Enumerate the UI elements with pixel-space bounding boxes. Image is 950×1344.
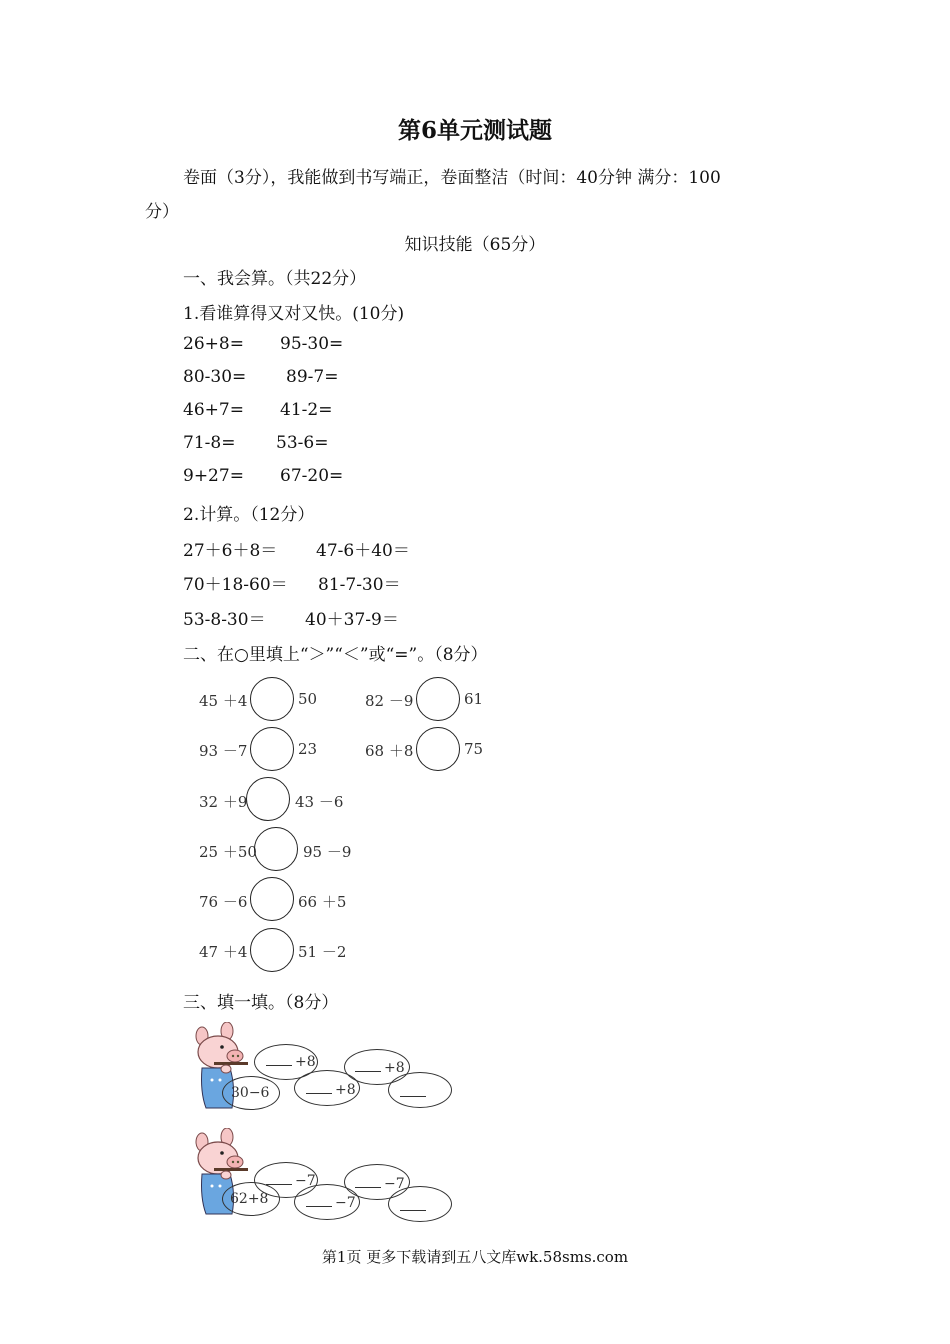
chain-end [400,1198,429,1215]
compare-right: 51 －2 [298,943,347,961]
q2-row2-left: 70＋18-60＝ [183,575,288,595]
chain-op: +8 [355,1059,405,1076]
answer-blank[interactable] [306,1081,332,1094]
answer-blank[interactable] [400,1198,426,1211]
section-heading: 知识技能（65分） [404,235,546,255]
chain-end [400,1084,429,1101]
part1-heading: 一、我会算。（共22分） [183,269,367,289]
q1-row5-right: 67-20= [280,466,344,486]
compare-left: 47 ＋4 [199,943,248,961]
chain-start: 62+8 [230,1191,269,1207]
chain-op: −7 [266,1172,316,1189]
answer-blank[interactable] [355,1059,381,1072]
compare-circle[interactable] [250,928,294,972]
compare-left: 68 ＋8 [365,742,414,760]
compare-circle[interactable] [416,677,460,721]
compare-right: 50 [298,690,318,708]
part1-q2-heading: 2.计算。（12分） [183,505,315,525]
chain-op: +8 [266,1053,316,1070]
q1-row1-right: 95-30= [280,334,344,354]
q1-row5-left: 9+27= [183,466,244,486]
compare-circle[interactable] [250,877,294,921]
compare-right: 61 [464,690,484,708]
compare-left: 45 ＋4 [199,692,248,710]
q1-row2-left: 80-30= [183,367,247,387]
compare-circle[interactable] [416,727,460,771]
q1-row3-right: 41-2= [280,400,333,420]
compare-left: 93 －7 [199,742,248,760]
chain-start: 30−6 [231,1085,270,1101]
compare-right: 95 －9 [303,843,352,861]
q1-row1-left: 26+8= [183,334,244,354]
answer-blank[interactable] [266,1172,292,1185]
compare-left: 32 ＋9 [199,793,248,811]
compare-left: 82 －9 [365,692,414,710]
intro-line2: 分） [145,202,179,222]
answer-blank[interactable] [400,1084,426,1097]
compare-right: 66 ＋5 [298,893,347,911]
compare-circle[interactable] [250,727,294,771]
q1-row4-right: 53-6= [276,433,329,453]
q2-row2-right: 81-7-30＝ [318,575,401,595]
answer-blank[interactable] [266,1053,292,1066]
compare-right: 75 [464,740,484,758]
q2-row3-right: 40＋37-9＝ [305,610,399,630]
compare-circle[interactable] [254,827,298,871]
compare-left: 25 ＋50 [199,843,257,861]
chain-op: +8 [306,1081,356,1098]
chain-op: −7 [355,1175,405,1192]
chain-op: −7 [306,1194,356,1211]
compare-right: 23 [298,740,318,758]
q2-row1-right: 47-6＋40＝ [316,541,410,561]
q2-row3-left: 53-8-30＝ [183,610,266,630]
compare-right: 43 －6 [295,793,344,811]
compare-left: 76 －6 [199,893,248,911]
page-title: 第6单元测试题 [397,117,552,144]
part3-heading: 三、填一填。（8分） [183,993,339,1013]
q1-row2-right: 89-7= [286,367,339,387]
answer-blank[interactable] [306,1194,332,1207]
intro-line1: 卷面（3分），我能做到书写端正，卷面整洁（时间：40分钟 满分：100 [183,168,721,188]
q1-row3-left: 46+7= [183,400,244,420]
part1-q1-heading: 1.看谁算得又对又快。(10分) [183,304,405,324]
part2-heading: 二、在○里填上“＞”“＜”或“=”。（8分） [183,645,488,665]
q2-row1-left: 27＋6＋8＝ [183,541,278,561]
q1-row4-left: 71-8= [183,433,236,453]
page-footer: 第1页 更多下载请到五八文库wk.58sms.com [321,1248,629,1266]
compare-circle[interactable] [246,777,290,821]
compare-circle[interactable] [250,677,294,721]
answer-blank[interactable] [355,1175,381,1188]
